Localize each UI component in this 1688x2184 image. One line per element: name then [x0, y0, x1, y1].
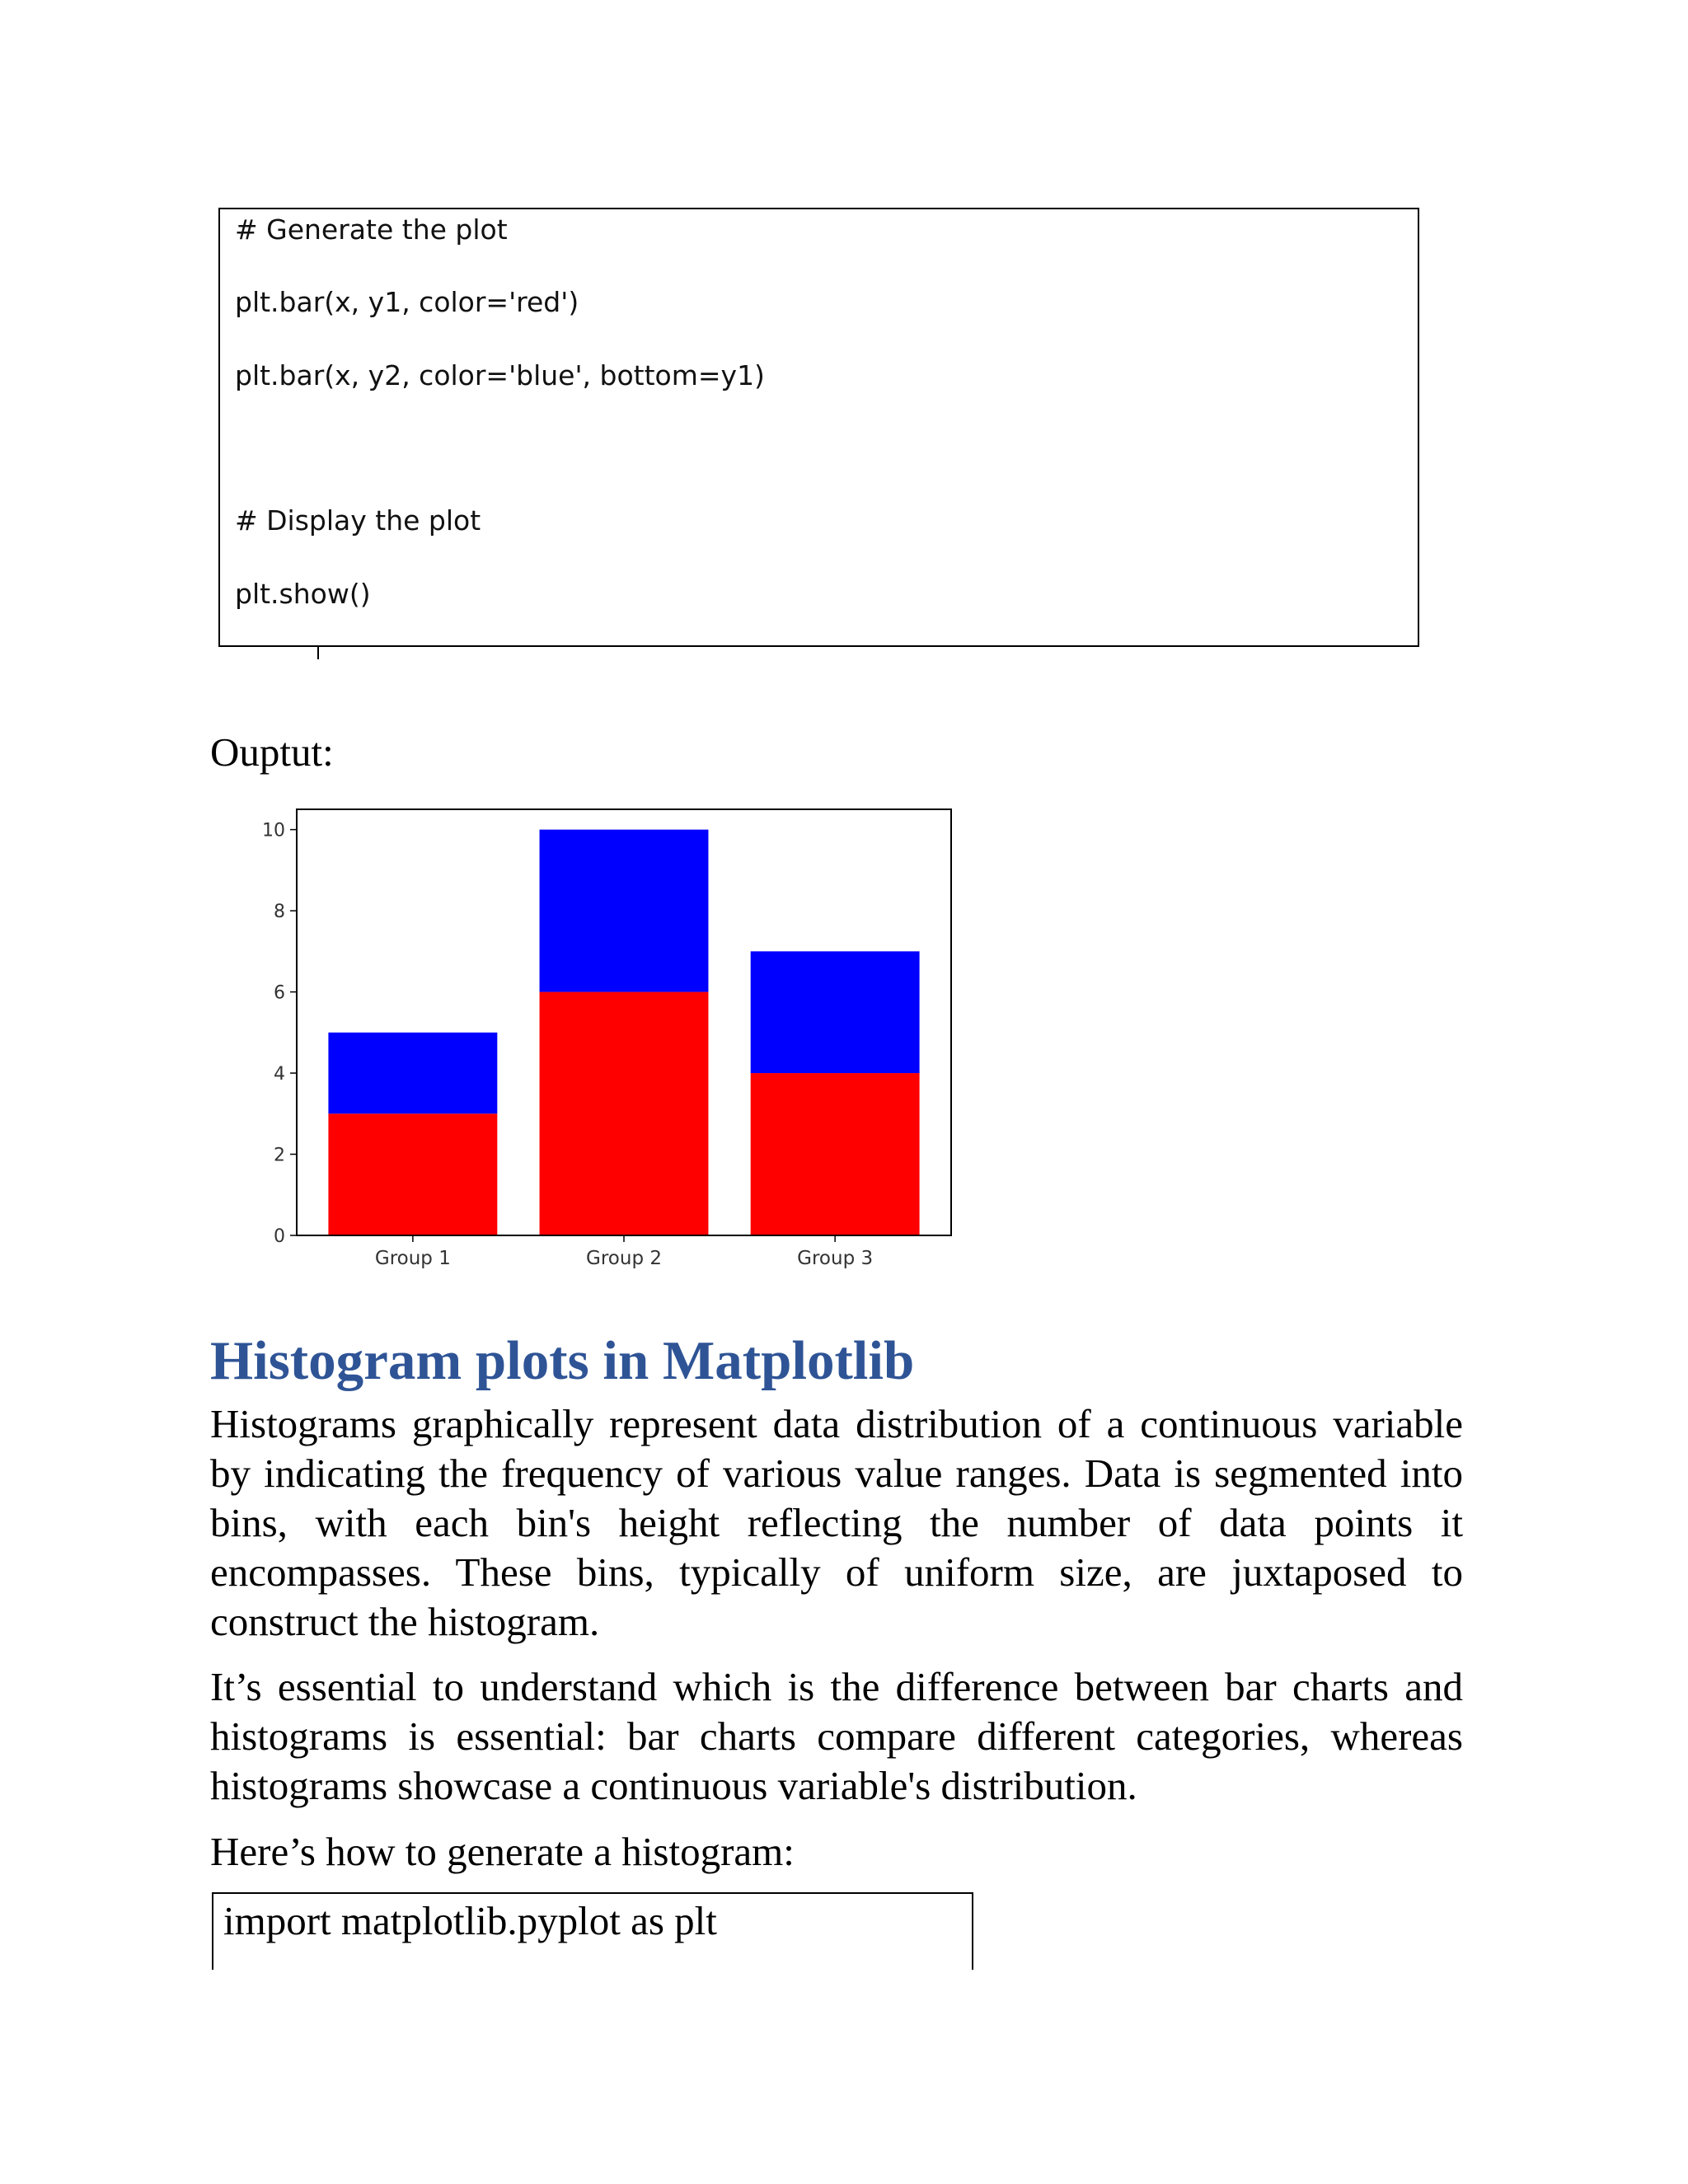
- paragraph-histogram-definition: Histograms graphically represent data distribution of a continuous variable by indicating the frequency of various value ranges. Data is segmented into bins, with each bin's height reflecting the number of data points it encompasses. These bins, typically of uniform size, are juxtaposed to construct the histogram.: [210, 1401, 1463, 1644]
- output-label: Ouptut:: [210, 729, 334, 775]
- code-line: plt.bar(x, y2, color='blue', bottom=y1): [235, 359, 765, 391]
- x-tick-label: Group 2: [586, 1248, 662, 1269]
- code-line: plt.show(): [235, 578, 371, 610]
- code-line: # Generate the plot: [235, 213, 508, 246]
- bar-y1-3: [751, 1073, 920, 1235]
- code-line: # Display the plot: [235, 504, 481, 537]
- bar-y2-1: [328, 1033, 497, 1113]
- code-block-2: [212, 1892, 973, 1970]
- x-tick-label: Group 1: [374, 1248, 451, 1269]
- code-block-1: [218, 208, 1419, 647]
- bar-y2-3: [751, 951, 920, 1073]
- bar-y1-2: [540, 992, 709, 1235]
- section-heading: Histogram plots in Matplotlib: [210, 1330, 915, 1391]
- y-tick-label: 2: [274, 1145, 285, 1166]
- paragraph-how-to: Here’s how to generate a histogram:: [210, 1829, 795, 1874]
- y-tick-label: 8: [274, 902, 285, 923]
- paragraph-bar-vs-histogram: It’s essential to understand which is the difference between bar charts and histograms is essential: bar charts compare different categories, whereas histograms showcase a continuous variable's distribution.: [210, 1664, 1463, 1808]
- code-line: plt.bar(x, y1, color='red'): [235, 286, 579, 318]
- table-edge-mark: [317, 647, 319, 659]
- code-line: import matplotlib.pyplot as plt: [223, 1898, 717, 1943]
- stacked-bar-chart: [231, 799, 973, 1277]
- bar-y1-1: [328, 1113, 497, 1235]
- y-tick-label: 10: [262, 820, 285, 841]
- x-tick-label: Group 3: [797, 1248, 874, 1269]
- y-tick-label: 0: [274, 1226, 285, 1247]
- y-tick-label: 6: [274, 982, 285, 1004]
- bar-y2-2: [540, 830, 709, 992]
- y-tick-label: 4: [274, 1064, 285, 1085]
